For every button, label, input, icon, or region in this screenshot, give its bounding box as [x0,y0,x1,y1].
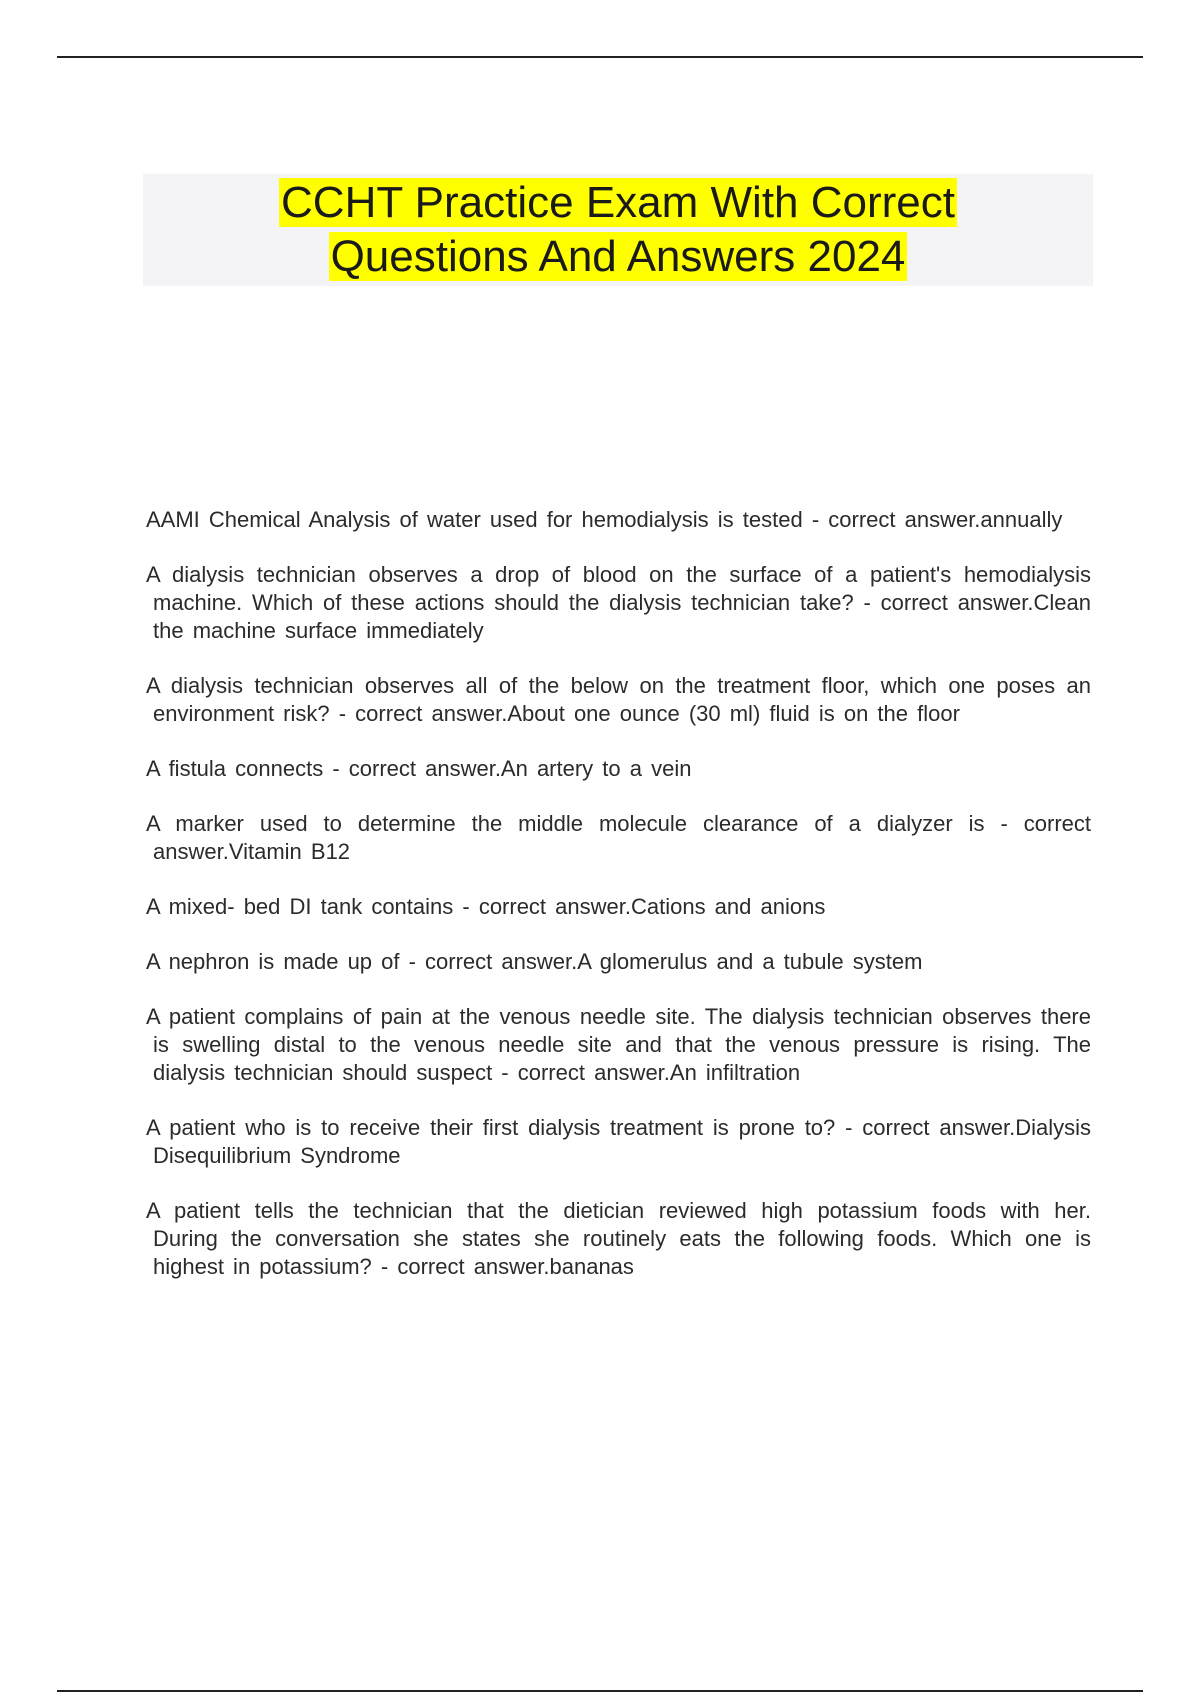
question-item: A dialysis technician observes a drop of blood on the surface of a patient's hemodialysis machine. Which of these actions should the dialysis technician take? - correct answer.Clean the machine surface immediately [146,562,1091,643]
question-item: A mixed- bed DI tank contains - correct answer.Cations and anions [146,894,826,919]
top-rule [57,56,1143,58]
title-line-2: Questions And Answers 2024 [330,232,906,281]
title-line-1: CCHT Practice Exam With Correct [281,178,955,227]
question-item: A patient who is to receive their first dialysis treatment is prone to? - correct answer.Dialysis Disequilibrium Syndrome [146,1115,1091,1168]
question-item: A nephron is made up of - correct answer.A glomerulus and a tubule system [146,949,923,974]
question-item: A patient complains of pain at the venous needle site. The dialysis technician observes there is swelling distal to the venous needle site and that the venous pressure is rising. The dialysis technician should suspect - correct answer.An infiltration [146,1004,1091,1085]
question-item: AAMI Chemical Analysis of water used for hemodialysis is tested - correct answer.annually [146,507,1063,532]
bottom-rule [57,1690,1143,1692]
question-item: A dialysis technician observes all of the below on the treatment floor, which one poses an environment risk? - correct answer.About one ounce (30 ml) fluid is on the floor [146,673,1091,726]
question-list [146,506,1091,1308]
document-title [279,176,957,284]
question-item: A fistula connects - correct answer.An artery to a vein [146,756,692,781]
title-band [143,174,1093,286]
question-item: A marker used to determine the middle molecule clearance of a dialyzer is - correct answer.Vitamin B12 [146,811,1091,864]
question-item: A patient tells the technician that the dietician reviewed high potassium foods with her. During the conversation she states she routinely eats the following foods. Which one is highest in potassium? - correct answer.bananas [146,1198,1091,1279]
